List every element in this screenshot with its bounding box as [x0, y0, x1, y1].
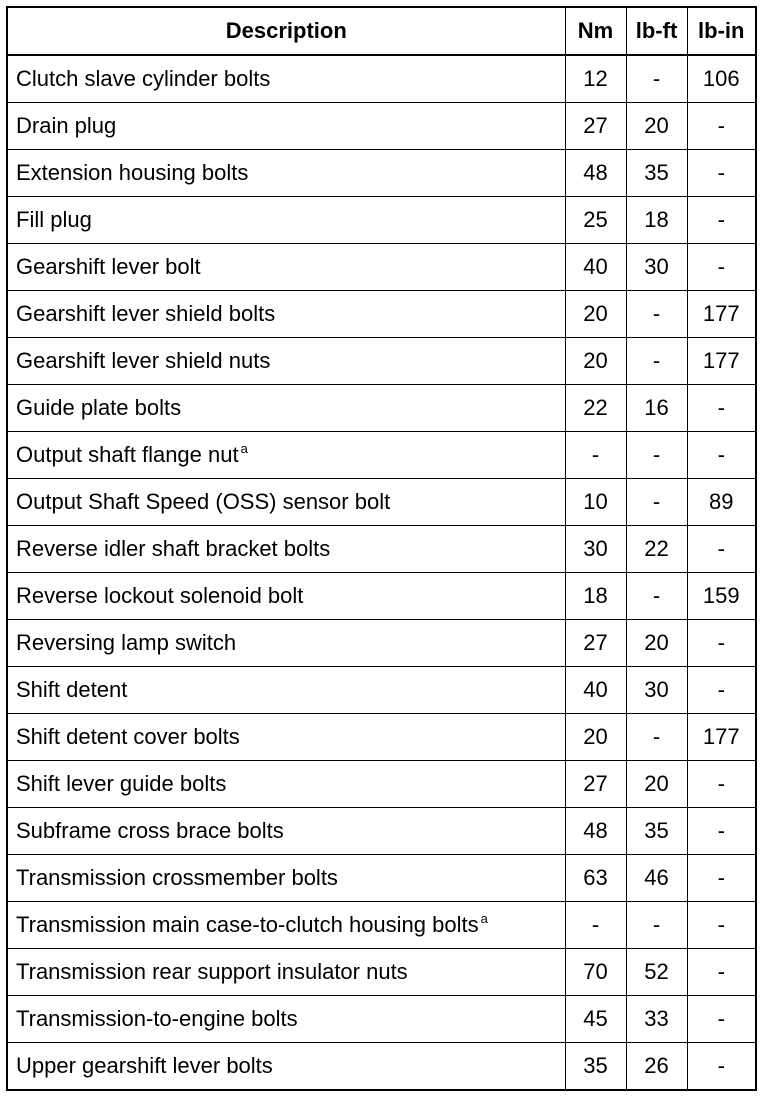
description-text: Guide plate bolts [16, 395, 182, 420]
lbft-cell: 30 [626, 667, 687, 714]
description-text: Reverse lockout solenoid bolt [16, 583, 304, 608]
nm-cell: 48 [565, 808, 626, 855]
description-cell [7, 667, 565, 714]
lbin-cell: - [687, 432, 756, 479]
header-row [7, 7, 756, 55]
header-description: Description [7, 7, 565, 55]
lbft-cell: 20 [626, 761, 687, 808]
table-row [7, 526, 756, 573]
footnote-marker: a [240, 441, 248, 456]
table-row [7, 291, 756, 338]
description-cell [7, 338, 565, 385]
lbin-cell: - [687, 996, 756, 1043]
lbft-cell: - [626, 714, 687, 761]
nm-cell: - [565, 432, 626, 479]
description-text: Reverse idler shaft bracket bolts [16, 536, 331, 561]
description-text: Transmission main case-to-clutch housing bolts [16, 912, 479, 937]
lbft-cell: 18 [626, 197, 687, 244]
description-cell [7, 197, 565, 244]
lbft-cell: 46 [626, 855, 687, 902]
nm-cell: 40 [565, 667, 626, 714]
nm-cell: 45 [565, 996, 626, 1043]
lbin-cell: - [687, 244, 756, 291]
description-cell [7, 385, 565, 432]
table-row [7, 1043, 756, 1091]
table-row [7, 996, 756, 1043]
lbft-cell: - [626, 291, 687, 338]
lbin-cell: - [687, 1043, 756, 1091]
description-text: Shift detent cover bolts [16, 724, 240, 749]
nm-cell: 20 [565, 291, 626, 338]
description-text: Output Shaft Speed (OSS) sensor bolt [16, 489, 391, 514]
description-cell [7, 432, 565, 479]
lbft-cell: 35 [626, 808, 687, 855]
lbft-cell: 20 [626, 103, 687, 150]
nm-cell: 30 [565, 526, 626, 573]
lbft-cell: 35 [626, 150, 687, 197]
header-nm: Nm [565, 7, 626, 55]
lbft-cell: 20 [626, 620, 687, 667]
description-cell [7, 949, 565, 996]
lbft-cell: - [626, 432, 687, 479]
lbin-cell: - [687, 808, 756, 855]
description-cell [7, 479, 565, 526]
lbin-cell: 159 [687, 573, 756, 620]
nm-cell: 35 [565, 1043, 626, 1091]
description-text: Output shaft flange nut [16, 442, 239, 467]
nm-cell: 48 [565, 150, 626, 197]
lbin-cell: 177 [687, 291, 756, 338]
lbin-cell: - [687, 761, 756, 808]
description-cell [7, 244, 565, 291]
lbin-cell: 177 [687, 714, 756, 761]
table-row [7, 338, 756, 385]
description-cell [7, 855, 565, 902]
table-row [7, 761, 756, 808]
description-cell [7, 526, 565, 573]
description-cell [7, 103, 565, 150]
lbft-cell: - [626, 573, 687, 620]
description-text: Upper gearshift lever bolts [16, 1053, 273, 1078]
description-text: Gearshift lever shield nuts [16, 348, 271, 373]
nm-cell: 10 [565, 479, 626, 526]
table-row [7, 667, 756, 714]
nm-cell: 63 [565, 855, 626, 902]
nm-cell: 40 [565, 244, 626, 291]
header-lbft: lb-ft [626, 7, 687, 55]
table-row [7, 902, 756, 949]
nm-cell: - [565, 902, 626, 949]
description-text: Gearshift lever shield bolts [16, 301, 276, 326]
table-row [7, 432, 756, 479]
description-text: Shift detent [16, 677, 128, 702]
description-cell [7, 902, 565, 949]
lbin-cell: - [687, 620, 756, 667]
lbft-cell: - [626, 902, 687, 949]
description-text: Extension housing bolts [16, 160, 249, 185]
table-row [7, 103, 756, 150]
lbft-cell: 52 [626, 949, 687, 996]
lbin-cell: 89 [687, 479, 756, 526]
nm-cell: 20 [565, 714, 626, 761]
table-row [7, 620, 756, 667]
nm-cell: 18 [565, 573, 626, 620]
description-text: Transmission crossmember bolts [16, 865, 338, 890]
header-lbin: lb-in [687, 7, 756, 55]
table-row [7, 855, 756, 902]
lbin-cell: 106 [687, 55, 756, 103]
nm-cell: 25 [565, 197, 626, 244]
description-cell [7, 55, 565, 103]
table-row [7, 55, 756, 103]
lbft-cell: - [626, 338, 687, 385]
lbin-cell: - [687, 855, 756, 902]
table-row [7, 714, 756, 761]
lbft-cell: 22 [626, 526, 687, 573]
nm-cell: 12 [565, 55, 626, 103]
description-cell [7, 808, 565, 855]
lbft-cell: 26 [626, 1043, 687, 1091]
table-row [7, 197, 756, 244]
description-text: Subframe cross brace bolts [16, 818, 284, 843]
description-cell [7, 761, 565, 808]
nm-cell: 27 [565, 761, 626, 808]
nm-cell: 22 [565, 385, 626, 432]
nm-cell: 20 [565, 338, 626, 385]
description-cell [7, 714, 565, 761]
lbft-cell: 33 [626, 996, 687, 1043]
description-text: Reversing lamp switch [16, 630, 237, 655]
description-cell [7, 996, 565, 1043]
table-body [7, 55, 756, 1090]
table-row [7, 808, 756, 855]
lbft-cell: - [626, 479, 687, 526]
lbin-cell: - [687, 667, 756, 714]
description-cell [7, 573, 565, 620]
lbin-cell: - [687, 385, 756, 432]
nm-cell: 70 [565, 949, 626, 996]
description-text: Drain plug [16, 113, 117, 138]
description-cell [7, 620, 565, 667]
table-row [7, 479, 756, 526]
description-cell [7, 291, 565, 338]
lbin-cell: - [687, 902, 756, 949]
description-text: Shift lever guide bolts [16, 771, 227, 796]
description-text: Gearshift lever bolt [16, 254, 201, 279]
lbin-cell: - [687, 526, 756, 573]
table-row [7, 573, 756, 620]
lbin-cell: - [687, 150, 756, 197]
lbft-cell: 16 [626, 385, 687, 432]
lbin-cell: - [687, 103, 756, 150]
lbin-cell: - [687, 949, 756, 996]
lbft-cell: 30 [626, 244, 687, 291]
description-text: Clutch slave cylinder bolts [16, 66, 271, 91]
description-text: Transmission-to-engine bolts [16, 1006, 298, 1031]
lbft-cell: - [626, 55, 687, 103]
description-cell [7, 1043, 565, 1091]
description-cell [7, 150, 565, 197]
table-row [7, 150, 756, 197]
torque-spec-table [6, 6, 757, 1091]
nm-cell: 27 [565, 103, 626, 150]
table-row [7, 385, 756, 432]
table-row [7, 244, 756, 291]
table-row [7, 949, 756, 996]
footnote-marker: a [480, 911, 488, 926]
lbin-cell: - [687, 197, 756, 244]
description-text: Fill plug [16, 207, 92, 232]
description-text: Transmission rear support insulator nuts [16, 959, 408, 984]
nm-cell: 27 [565, 620, 626, 667]
lbin-cell: 177 [687, 338, 756, 385]
